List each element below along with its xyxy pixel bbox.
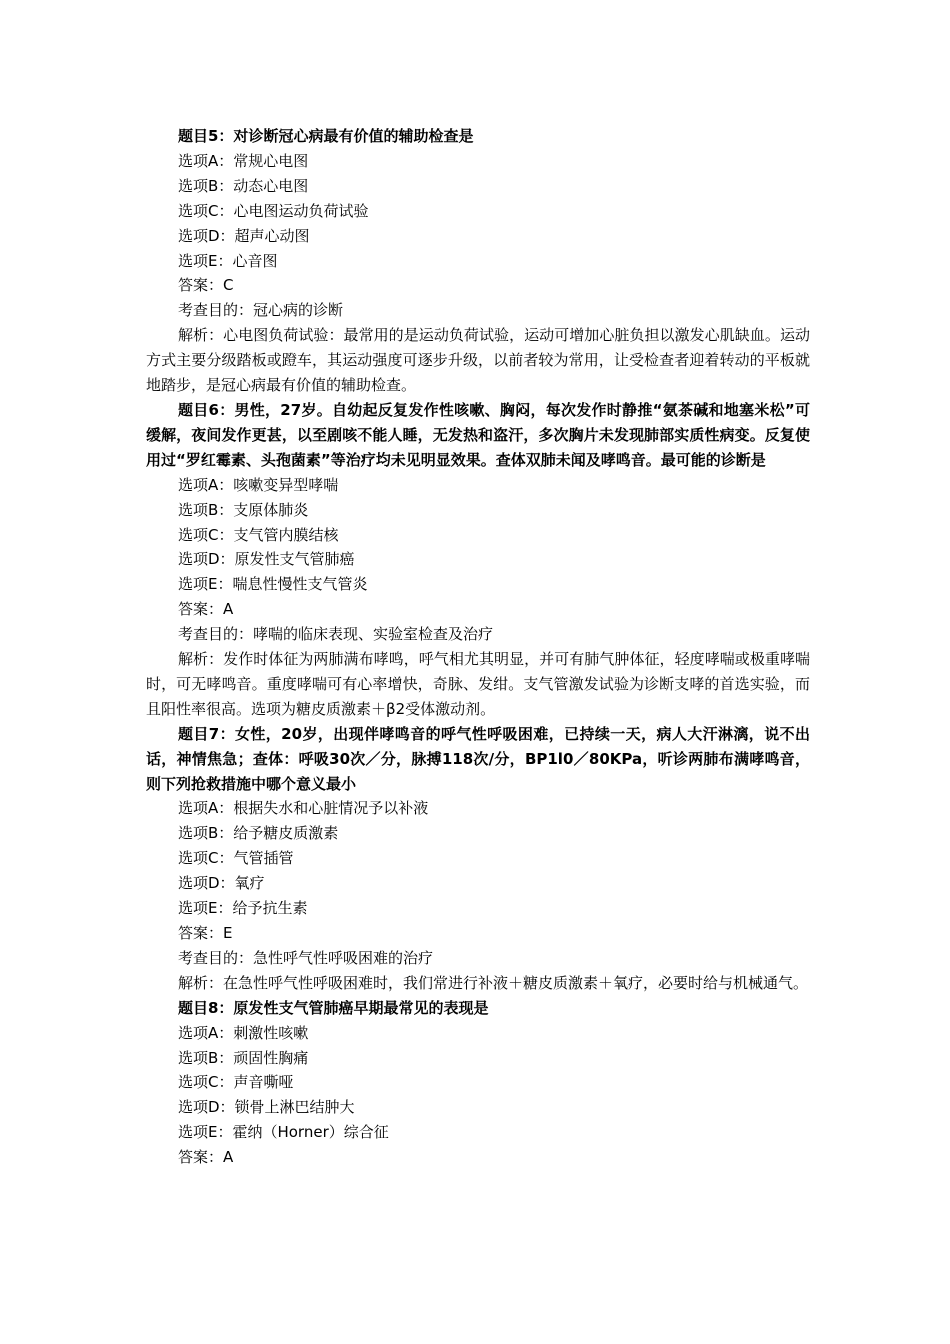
question-5-title: 题目5：对诊断冠心病最有价值的辅助检查是 (178, 127, 474, 145)
question-8-option-a: 选项A：刺激性咳嗽 (178, 1023, 309, 1042)
question-5-option-c: 选项C：心电图运动负荷试验 (178, 201, 369, 220)
question-6-title: 题目6：男性，27岁。自幼起反复发作性咳嗽、胸闷，每次发作时静推“氨茶碱和地塞米松”可缓解，夜间发作更甚，以至剧咳不能人睡，无发热和盗汗，多次胸片未发现肺部实质性病变。反复使用过“罗红霉素、头孢菌素”等治疗均未见明显效果。查体双肺未闻及哮鸣音。最可能的诊断是 (146, 400, 810, 469)
question-6-purpose: 考查目的：哮喘的临床表现、实验室检查及治疗 (178, 625, 494, 644)
question-7-option-e: 选项E：给予抗生素 (178, 899, 308, 918)
question-7-purpose: 考查目的：急性呼气性呼吸困难的治疗 (178, 948, 434, 967)
question-8-option-d: 选项D：锁骨上淋巴结肿大 (178, 1098, 355, 1117)
question-6-answer: 答案：A (178, 600, 234, 619)
question-5-purpose: 考查目的：冠心病的诊断 (178, 301, 344, 320)
question-8-title: 题目8：原发性支气管肺癌早期最常见的表现是 (178, 998, 489, 1017)
question-7-option-d: 选项D：氧疗 (178, 874, 265, 893)
question-8-option-b: 选项B：顽固性胸痛 (178, 1048, 309, 1067)
question-8-answer: 答案：A (178, 1148, 234, 1167)
question-5-option-e: 选项E：心音图 (178, 251, 278, 270)
document-body (146, 124, 810, 1170)
question-7-option-a: 选项A：根据失水和心脏情况予以补液 (178, 799, 429, 818)
question-5-option-b: 选项B：动态心电图 (178, 176, 309, 195)
question-5-analysis: 解析：心电图负荷试验：最常用的是运动负荷试验，运动可增加心脏负担以激发心肌缺血。运动方式主要分级踏板或蹬车，其运动强度可逐步升级，以前者较为常用，让受检查者迎着转动的平板就地踏步，是冠心病最有价值的辅助检查。 (146, 326, 810, 395)
question-8-option-c: 选项C：声音嘶哑 (178, 1073, 294, 1092)
question-7-option-c: 选项C：气管插管 (178, 849, 294, 868)
question-7-answer: 答案：E (178, 924, 233, 942)
question-8-option-e: 选项E：霍纳（Horner）综合征 (178, 1123, 389, 1142)
question-5-option-a: 选项A：常规心电图 (178, 151, 309, 170)
question-6-option-a: 选项A：咳嗽变异型哮喘 (178, 475, 339, 494)
question-6-option-e: 选项E：喘息性慢性支气管炎 (178, 575, 368, 594)
question-5-option-d: 选项D：超声心动图 (178, 226, 310, 245)
question-7-option-b: 选项B：给予糖皮质激素 (178, 824, 339, 843)
question-5-answer: 答案：C (178, 276, 234, 295)
question-6-option-d: 选项D：原发性支气管肺癌 (178, 550, 355, 569)
question-7-title: 题目7：女性，20岁，出现伴哮鸣音的呼气性呼吸困难，已持续一天，病人大汗淋漓，说不出话，神情焦急；查体：呼吸30次／分，脉搏118次/分，BP1l0／80KPa，听诊两肺布满哮鸣音，则下列抢救措施中哪个意义最小 (146, 724, 810, 793)
question-7-analysis: 解析：在急性呼气性呼吸困难时，我们常进行补液＋糖皮质激素＋氧疗，必要时给与机械通气。 (178, 973, 809, 992)
question-6-option-b: 选项B：支原体肺炎 (178, 500, 309, 519)
question-6-option-c: 选项C：支气管内膜结核 (178, 525, 339, 544)
question-6-analysis: 解析：发作时体征为两肺满布哮鸣，呼气相尤其明显，并可有肺气肿体征，轻度哮喘或极重哮喘时，可无哮鸣音。重度哮喘可有心率增快，奇脉、发绀。支气管激发试验为诊断支哮的首选实验，而且阳性率很高。选项为糖皮质激素＋β2受体激动剂。 (146, 650, 810, 718)
